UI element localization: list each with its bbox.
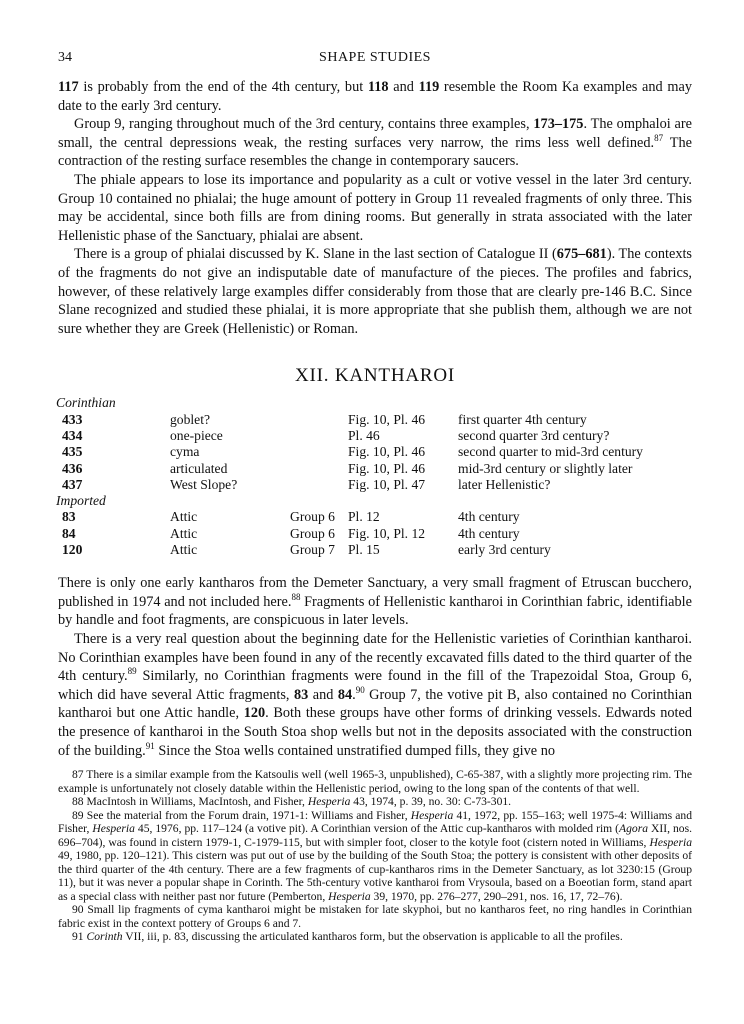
footnote-87: 87 There is a similar example from the Katsoulis well (well 1965-3, unpublished), C-65-387, with a slightly more projecting rim. The example is unfortunately not closely datable within the Hellenistic period, owing to the long span of the contents of that well. bbox=[58, 768, 692, 795]
footnote-90: 90 Small lip fragments of cyma kantharoi might be mistaken for late skyphoi, but no kantharos feet, no ring handles in Corinthian fabric exist in the context pottery of Groups 6 and 7. bbox=[58, 903, 692, 930]
catalogue-row: 436 articulated Fig. 10, Pl. 46 mid-3rd century or slightly later bbox=[62, 460, 633, 476]
catalogue-row: 437 West Slope? Fig. 10, Pl. 47 later Hellenistic? bbox=[62, 476, 551, 492]
cat-ref: 120 bbox=[243, 705, 266, 722]
cat-ref: 119 bbox=[418, 79, 440, 95]
catalogue-group-heading: Corinthian bbox=[56, 395, 116, 411]
catalogue-row: 84 Attic Group 6 Fig. 10, Pl. 12 4th century bbox=[62, 525, 520, 541]
running-title: SHAPE STUDIES bbox=[319, 50, 431, 65]
section-title: XII. KANTHAROI bbox=[294, 365, 455, 387]
cat-ref: 84 bbox=[337, 686, 353, 703]
paragraph-kantharoi-2: There is a very real question about the beginning date for the Hellenistic varieties of Corinthian kantharoi. No Corinthian examples have been found in any of the recently excavated fills dated to the third quarter of the 4th century.$^{89}$ Similarly, no Corinthian fragments were found in the fill of the Trapezoidal Stoa, Group 6, which did have several Attic fragments, 83 and 84.90 Group 7, the votive pit B, also contained no Corinthian kantharoi but one Attic handle, 120. Both these groups have other forms of drinking vessels. Edwards noted the presence of kantharoi in the South Stoa shop wells but not in the deposits associated with the construction of the building.$^{91}$ Since the Stoa wells contained unstratified dumped fills, they give no bbox=[58, 631, 693, 759]
catalogue-table bbox=[56, 395, 643, 558]
paragraph-phialai-1: 117 is probably from the end of the 4th century, but 118 and 119 resemble the Room Ka examples and may date to the early 3rd century. bbox=[58, 79, 692, 114]
page-number: 34 bbox=[58, 50, 72, 65]
cat-ref: 675–681 bbox=[556, 246, 607, 263]
cat-ref: 117 bbox=[58, 79, 79, 95]
running-header bbox=[58, 40, 692, 64]
paragraph-phialai-2: Group 9, ranging throughout much of the 3rd century, contains three examples, 173–175. The omphaloi are small, the central depressions weak, the resting surfaces very narrow, the rims less well defined.$^{87}$ The contraction of the resting surface resembles the change in contemporary saucers. bbox=[58, 116, 693, 170]
cat-ref: 173–175 bbox=[533, 116, 584, 133]
paragraph-kantharoi-1: There is only one early kantharos from the Demeter Sanctuary, a very small fragment of Etruscan bucchero, published in 1974 and not included here.$^{88}$ Fragments of Hellenistic kantharoi in Corinthian fabric, identifiable by handle and foot fragments, are conspicuous in later levels. bbox=[58, 575, 692, 629]
footnote-ref[interactable]: 88 bbox=[291, 592, 301, 603]
catalogue-group-heading: Imported bbox=[56, 493, 106, 509]
footnote-91: 91 Corinth VII, iii, p. 83, discussing the articulated kantharos form, but the observation is applicable to all the profiles. bbox=[72, 930, 623, 944]
footnotes bbox=[58, 768, 692, 944]
catalogue-row: 435 cyma Fig. 10, Pl. 46 second quarter to mid-3rd century bbox=[62, 444, 643, 460]
footnote-ref[interactable]: 87 bbox=[654, 133, 664, 144]
catalogue-row: 120 Attic Group 7 Pl. 15 early 3rd century bbox=[62, 541, 551, 557]
paragraph-phialai-4: There is a group of phialai discussed by K. Slane in the last section of Catalogue II (675–681). The contexts of the fragments do not give an indisputable date of manufacture of the pieces. The profiles and fabrics, however, of these relatively large examples differ considerably from those that are clearly pre-146 B.C. Since Slane recognized and studied these phialai, it is more appropriate that she publish them, although we are not sure whether they are Greek (Hellenistic) or Roman. bbox=[58, 246, 692, 337]
catalogue-row: 434 one-piece Pl. 46 second quarter 3rd century? bbox=[62, 427, 610, 443]
cat-ref: 83 bbox=[293, 686, 309, 703]
footnote-ref[interactable]: 89 bbox=[127, 666, 137, 677]
footnote-89: 89 See the material from the Forum drain, 1971-1: Williams and Fisher, Hesperia 41, 1972, pp. 155–163; well 1975-4: Williams and Fisher, Hesperia 45, 1976, pp. 117–124 (a votive pit). A Corinthian version of the Attic cup-kantharos with molded rim (Agora XII, nos. 696–704), was found in cistern 1979-1, C-1979-115, but with simpler foot, closer to the kotyle foot (cistern noted in Williams, Hesperia 49, 1980, pp. 120–121). This cistern was put out of use by the building of the South Stoa; the pottery is consistent with other deposits of the third quarter of the 4th century. There are a few fragments of cup-kantharos rims in the Demeter Sanctuary, as lot 3230:15 (Group 11), but it was never a popular shape in Corinth. The 5th-century votive kantharoi from Vrysoula, based on a Boeotian form, stand apart as a special class with neither past nor future (Pemberton, Hesperia 39, 1970, pp. 276–277, 290–291, nos. 16, 17, 72–76). bbox=[58, 808, 693, 903]
cat-ref: 118 bbox=[367, 79, 389, 95]
catalogue-row: 433 goblet? Fig. 10, Pl. 46 first quarter 4th century bbox=[62, 411, 587, 427]
page bbox=[58, 40, 692, 944]
footnote-ref[interactable]: 90 bbox=[355, 685, 365, 696]
footnote-ref[interactable]: 91 bbox=[145, 740, 155, 751]
paragraph-phialai-3: The phiale appears to lose its importance and popularity as a cult or votive vessel in the later 3rd century. Group 10 contained no phialai; the huge amount of pottery in Group 11 revealed fragments of only three. This may be accidental, since both fills are from dining rooms. But generally in strata associated with the later Hellenistic phase of the Sanctuary, phialai are absent. bbox=[58, 171, 692, 244]
catalogue-row: 83 Attic Group 6 Pl. 12 4th century bbox=[62, 509, 520, 525]
footnote-88: 88 MacIntosh in Williams, MacIntosh, and Fisher, Hesperia 43, 1974, p. 39, no. 30: C-73-301. bbox=[72, 795, 512, 809]
